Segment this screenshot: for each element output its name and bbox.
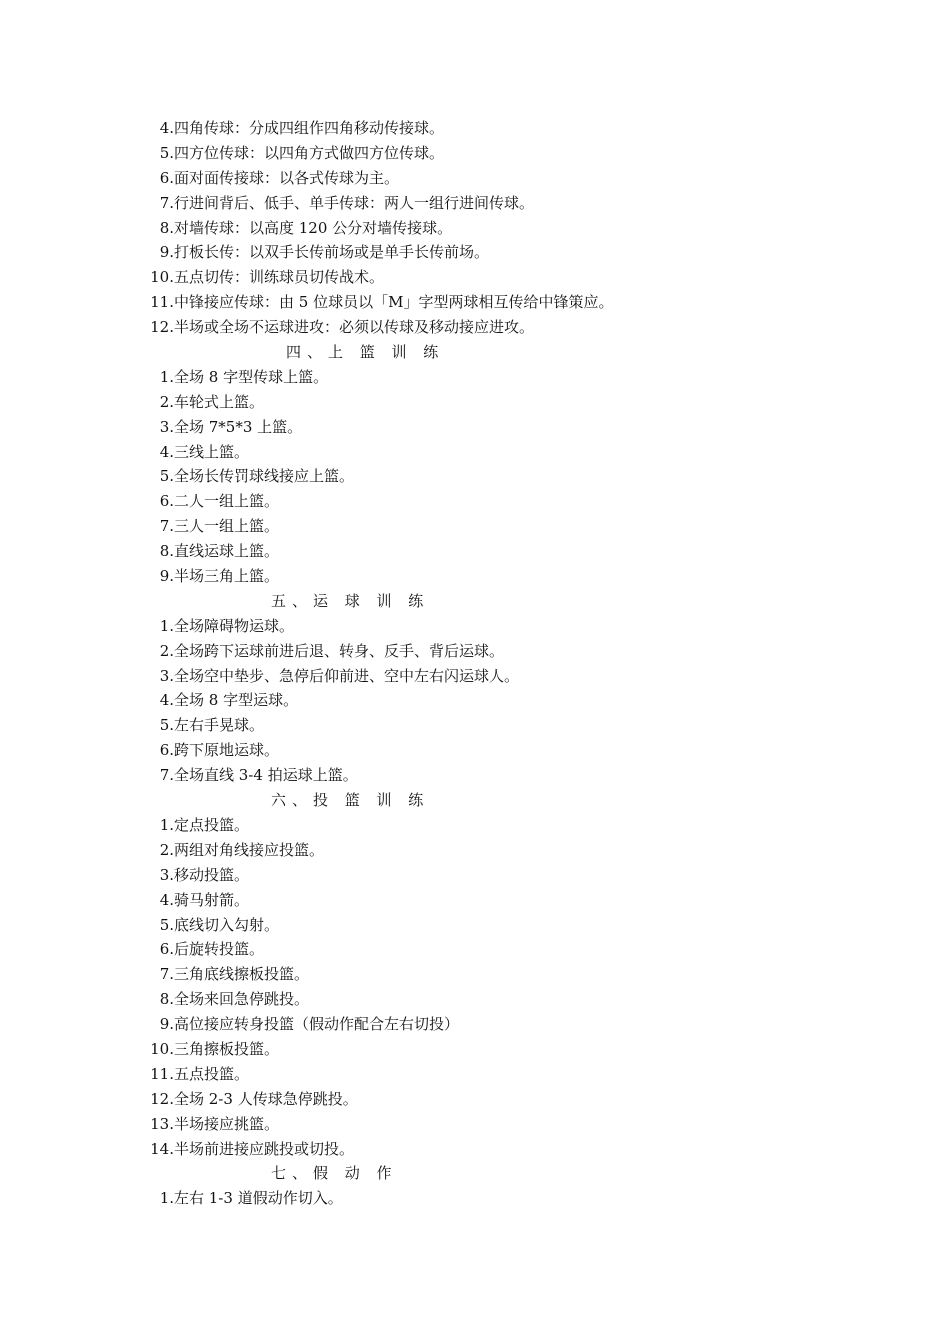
list-item: [0, 216, 950, 241]
list-item: [0, 664, 950, 689]
list-item-number: 13.: [150, 1114, 174, 1133]
list-item: [0, 141, 950, 166]
list-item-number: 4.: [159, 119, 174, 137]
section-heading: [0, 788, 950, 813]
list-item-number: 7.: [159, 766, 174, 785]
list-item-number: 5.: [159, 143, 174, 162]
list-item-number: 5.: [159, 915, 174, 934]
list-item: [0, 440, 950, 465]
list-item: [0, 863, 950, 888]
list-item: [0, 240, 950, 265]
list-item-text: 三角擦板投篮。: [174, 1039, 280, 1058]
list-item: [0, 1087, 950, 1112]
list-item-number: 2.: [159, 840, 174, 859]
list-item-number: 10.: [150, 1039, 174, 1058]
list-item-number: 8.: [159, 542, 174, 561]
list-item-text: 全场 8 字型运球。: [174, 691, 299, 710]
list-item: [0, 191, 950, 216]
list-item-number: 5.: [159, 716, 174, 735]
section-heading-text: 五、运 球 训 练: [271, 591, 430, 610]
list-item-text: 行进间背后、低手、单手传球：两人一组行进间传球。: [174, 193, 535, 212]
list-item: [0, 489, 950, 514]
list-item-number: 6.: [159, 940, 174, 959]
list-item-number: 3.: [159, 417, 174, 436]
list-item-text: 打板长传：以双手长传前场或是单手长传前场。: [174, 243, 490, 262]
list-item-text: 五点投篮。: [174, 1064, 250, 1083]
list-item-text: 左右手晃球。: [174, 716, 265, 735]
list-item-number: 10.: [150, 268, 174, 287]
list-item-text: 直线运球上篮。: [174, 542, 280, 561]
list-item-text: 半场三角上篮。: [174, 567, 280, 586]
list-item-text: 全场空中垫步、急停后仰前进、空中左右闪运球人。: [174, 666, 520, 685]
list-item-number: 12.: [150, 1089, 174, 1108]
list-item-text: 半场或全场不运球进攻：必须以传球及移动接应进攻。: [174, 318, 535, 337]
list-item: [0, 713, 950, 738]
list-item-number: 1.: [159, 1189, 174, 1208]
list-item: [0, 315, 950, 340]
list-item-text: 面对面传接球：以各式传球为主。: [174, 168, 400, 187]
list-item-text: 二人一组上篮。: [174, 492, 280, 511]
list-item: [0, 688, 950, 713]
list-item-text: 高位接应转身投篮（假动作配合左右切投）: [174, 1015, 460, 1034]
list-item-number: 2.: [159, 641, 174, 660]
list-item: [0, 464, 950, 489]
list-item: [0, 962, 950, 987]
list-item-number: 11.: [150, 293, 174, 312]
list-item-number: 7.: [159, 517, 174, 536]
list-item: [0, 564, 950, 589]
list-item: [0, 1012, 950, 1037]
list-item-text: 左右 1-3 道假动作切入。: [174, 1189, 343, 1208]
list-item-number: 2.: [159, 392, 174, 411]
list-item: [0, 1137, 950, 1162]
list-item-text: 全场来回急停跳投。: [174, 990, 310, 1009]
list-item: [0, 514, 950, 539]
list-item-text: 骑马射箭。: [174, 890, 250, 909]
list-item-number: 3.: [159, 666, 174, 685]
list-item-text: 后旋转投篮。: [174, 940, 265, 959]
list-item-text: 全场 7*5*3 上篮。: [174, 417, 303, 436]
list-item-text: 全场直线 3-4 拍运球上篮。: [174, 766, 358, 785]
list-item-number: 1.: [159, 367, 174, 386]
list-item-number: 6.: [159, 168, 174, 187]
list-item-text: 半场前进接应跳投或切投。: [174, 1139, 355, 1158]
list-item: [0, 365, 950, 390]
list-item: [0, 539, 950, 564]
list-item: [0, 813, 950, 838]
list-item: [0, 265, 950, 290]
list-item-text: 跨下原地运球。: [174, 741, 280, 760]
list-item: [0, 639, 950, 664]
list-item-text: 全场跨下运球前进后退、转身、反手、背后运球。: [174, 641, 505, 660]
list-item-number: 6.: [159, 492, 174, 511]
list-item-text: 车轮式上篮。: [174, 392, 265, 411]
list-item-number: 9.: [159, 243, 174, 262]
list-item-text: 五点切传：训练球员切传战术。: [174, 268, 385, 287]
list-item-number: 7.: [159, 193, 174, 212]
list-item-number: 4.: [159, 691, 174, 710]
list-item: [0, 987, 950, 1012]
list-item-number: 4.: [159, 890, 174, 909]
list-item: [0, 1112, 950, 1137]
section-heading-text: 七、假 动 作: [271, 1164, 398, 1183]
list-item: [0, 390, 950, 415]
list-item-text: 三线上篮。: [174, 442, 250, 461]
list-item-text: 四角传球：分成四组作四角移动传接球。: [174, 119, 445, 137]
list-item: [0, 838, 950, 863]
list-item: [0, 913, 950, 938]
section-heading-text: 六、投 篮 训 练: [271, 791, 430, 810]
list-item-text: 底线切入勾射。: [174, 915, 280, 934]
list-item: [0, 888, 950, 913]
list-item-number: 12.: [150, 318, 174, 337]
list-item: [0, 614, 950, 639]
list-item-text: 定点投篮。: [174, 815, 250, 834]
list-item-text: 三角底线擦板投篮。: [174, 965, 310, 984]
list-item-text: 全场 8 字型传球上篮。: [174, 367, 329, 386]
list-item: [0, 166, 950, 191]
list-item-number: 11.: [150, 1064, 174, 1083]
section-heading: [0, 589, 950, 614]
list-item-text: 全场障碍物运球。: [174, 616, 295, 635]
list-item-number: 6.: [159, 741, 174, 760]
list-item: [0, 937, 950, 962]
list-item: [0, 290, 950, 315]
list-item-number: 1.: [159, 815, 174, 834]
list-item: [0, 1037, 950, 1062]
list-item-number: 7.: [159, 965, 174, 984]
list-item: [0, 1062, 950, 1087]
list-item-text: 对墙传球：以高度 120 公分对墙传接球。: [174, 218, 453, 237]
list-item-number: 3.: [159, 865, 174, 884]
list-item: [0, 116, 950, 141]
section-heading: [0, 1161, 950, 1186]
list-item-text: 两组对角线接应投篮。: [174, 840, 325, 859]
list-item-number: 1.: [159, 616, 174, 635]
list-item-number: 8.: [159, 218, 174, 237]
list-item-number: 9.: [159, 567, 174, 586]
list-item-text: 半场接应挑篮。: [174, 1114, 280, 1133]
list-item: [0, 1186, 950, 1211]
list-item-text: 三人一组上篮。: [174, 517, 280, 536]
list-item-number: 9.: [159, 1015, 174, 1034]
list-item: [0, 738, 950, 763]
list-item-text: 四方位传球：以四角方式做四方位传球。: [174, 143, 445, 162]
list-item-number: 14.: [150, 1139, 174, 1158]
list-item: [0, 415, 950, 440]
training-list: [0, 116, 950, 1211]
list-item: [0, 763, 950, 788]
section-heading-text: 四、上 篮 训 练: [286, 343, 445, 362]
list-item-text: 中锋接应传球：由 5 位球员以「M」字型两球相互传给中锋策应。: [174, 293, 614, 312]
section-heading: [0, 340, 950, 365]
list-item-text: 移动投篮。: [174, 865, 250, 884]
list-item-number: 8.: [159, 990, 174, 1009]
list-item-text: 全场长传罚球线接应上篮。: [174, 467, 355, 486]
list-item-number: 5.: [159, 467, 174, 486]
list-item-number: 4.: [159, 442, 174, 461]
list-item-text: 全场 2-3 人传球急停跳投。: [174, 1089, 358, 1108]
